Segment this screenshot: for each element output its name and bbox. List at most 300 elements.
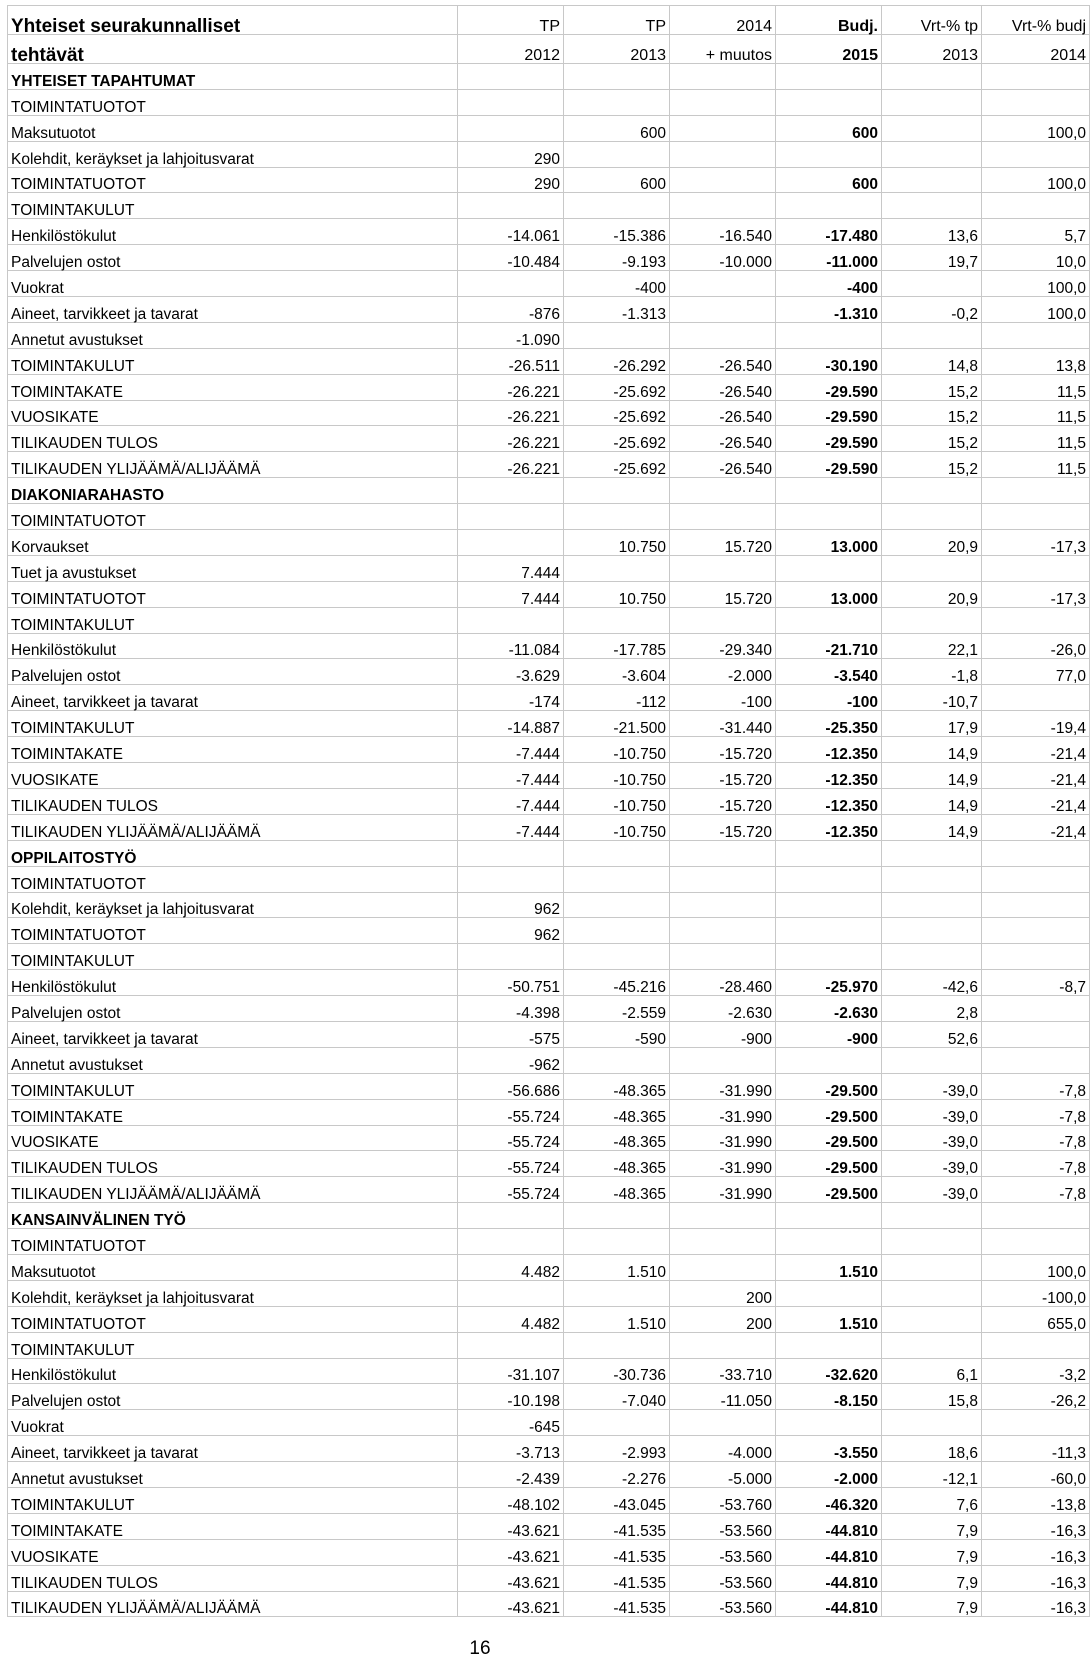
cell-value: -44.810 — [776, 1513, 882, 1539]
cell-value: -10.750 — [564, 814, 670, 840]
row-label: Palvelujen ostot — [8, 659, 458, 685]
cell-value: -16,3 — [982, 1591, 1090, 1617]
cell-value: 200 — [670, 1280, 776, 1306]
cell-value — [776, 1203, 882, 1229]
cell-value — [670, 141, 776, 167]
cell-value — [670, 1332, 776, 1358]
cell-value: -43.621 — [458, 1513, 564, 1539]
cell-value — [882, 1332, 982, 1358]
row-label: Palvelujen ostot — [8, 996, 458, 1022]
column-header: TP — [564, 6, 670, 35]
column-header: Budj. — [776, 6, 882, 35]
row-label: TILIKAUDEN TULOS — [8, 1151, 458, 1177]
cell-value: -26.540 — [670, 348, 776, 374]
cell-value: -39,0 — [882, 1177, 982, 1203]
cell-value: -29.590 — [776, 452, 882, 478]
cell-value — [670, 89, 776, 115]
row-label: TOIMINTAKULUT — [8, 1332, 458, 1358]
cell-value: -3.550 — [776, 1436, 882, 1462]
cell-value: 1.510 — [564, 1306, 670, 1332]
cell-value: -29.340 — [670, 633, 776, 659]
table-row — [8, 1513, 1090, 1539]
cell-value — [670, 115, 776, 141]
column-header: 2015 — [776, 35, 882, 64]
row-label: Kolehdit, keräykset ja lahjoitusvarat — [8, 892, 458, 918]
cell-value: 100,0 — [982, 167, 1090, 193]
table-row — [8, 814, 1090, 840]
cell-value — [670, 271, 776, 297]
cell-value: -16,3 — [982, 1513, 1090, 1539]
cell-value: 19,7 — [882, 245, 982, 271]
cell-value: 962 — [458, 918, 564, 944]
section-title: KANSAINVÄLINEN TYÖ — [8, 1203, 458, 1229]
table-row — [8, 970, 1090, 996]
cell-value: -10.484 — [458, 245, 564, 271]
cell-value — [776, 1410, 882, 1436]
cell-value: -25.350 — [776, 711, 882, 737]
cell-value — [982, 918, 1090, 944]
cell-value: 290 — [458, 141, 564, 167]
page-number: 16 — [469, 1638, 491, 1659]
cell-value: -400 — [564, 271, 670, 297]
cell-value: -12.350 — [776, 737, 882, 763]
cell-value: -575 — [458, 1021, 564, 1047]
cell-value — [882, 1306, 982, 1332]
cell-value: 7,9 — [882, 1565, 982, 1591]
cell-value — [458, 1280, 564, 1306]
cell-value: -16,3 — [982, 1565, 1090, 1591]
cell-value: -10,7 — [882, 685, 982, 711]
row-label: Henkilöstökulut — [8, 1358, 458, 1384]
row-label: TILIKAUDEN YLIJÄÄMÄ/ALIJÄÄMÄ — [8, 452, 458, 478]
cell-value: -10.750 — [564, 788, 670, 814]
cell-value — [776, 478, 882, 504]
cell-value: -29.590 — [776, 426, 882, 452]
cell-value — [882, 271, 982, 297]
cell-value: 20,9 — [882, 581, 982, 607]
cell-value — [982, 944, 1090, 970]
row-label: Aineet, tarvikkeet ja tavarat — [8, 1021, 458, 1047]
row-label: TOIMINTAKULUT — [8, 1487, 458, 1513]
cell-value — [882, 64, 982, 90]
table-row — [8, 633, 1090, 659]
cell-value: -26.540 — [670, 400, 776, 426]
row-label: VUOSIKATE — [8, 1125, 458, 1151]
cell-value: 2,8 — [882, 996, 982, 1022]
table-row — [8, 737, 1090, 763]
cell-value: 14,8 — [882, 348, 982, 374]
row-label: TOIMINTAKULUT — [8, 944, 458, 970]
cell-value: -21,4 — [982, 763, 1090, 789]
cell-value: -7,8 — [982, 1099, 1090, 1125]
cell-value: -48.365 — [564, 1099, 670, 1125]
cell-value: -26.221 — [458, 374, 564, 400]
cell-value — [670, 840, 776, 866]
cell-value: -26,2 — [982, 1384, 1090, 1410]
cell-value — [670, 555, 776, 581]
cell-value — [882, 918, 982, 944]
cell-value — [458, 1203, 564, 1229]
table-row — [8, 167, 1090, 193]
cell-value — [564, 892, 670, 918]
cell-value: 11,5 — [982, 374, 1090, 400]
cell-value: -13,8 — [982, 1487, 1090, 1513]
cell-value — [776, 141, 882, 167]
cell-value — [564, 478, 670, 504]
cell-value — [882, 1047, 982, 1073]
table-row — [8, 297, 1090, 323]
cell-value: -876 — [458, 297, 564, 323]
cell-value — [776, 944, 882, 970]
table-row — [8, 426, 1090, 452]
budget-table — [7, 5, 1090, 1617]
row-label: TOIMINTAKULUT — [8, 1073, 458, 1099]
cell-value: 15.720 — [670, 530, 776, 556]
row-label: TOIMINTAKATE — [8, 374, 458, 400]
cell-value — [776, 504, 882, 530]
table-row — [8, 918, 1090, 944]
cell-value — [564, 141, 670, 167]
cell-value: 4.482 — [458, 1306, 564, 1332]
cell-value: -3.540 — [776, 659, 882, 685]
table-row — [8, 711, 1090, 737]
cell-value — [458, 944, 564, 970]
cell-value — [982, 1332, 1090, 1358]
table-row — [8, 1229, 1090, 1255]
cell-value: -30.190 — [776, 348, 882, 374]
cell-value — [776, 866, 882, 892]
cell-value: -31.990 — [670, 1177, 776, 1203]
cell-value — [982, 504, 1090, 530]
cell-value — [564, 1203, 670, 1229]
cell-value: 15,2 — [882, 400, 982, 426]
row-label: Palvelujen ostot — [8, 245, 458, 271]
cell-value: -39,0 — [882, 1099, 982, 1125]
row-label: Aineet, tarvikkeet ja tavarat — [8, 297, 458, 323]
cell-value: -7,8 — [982, 1125, 1090, 1151]
cell-value: -43.045 — [564, 1487, 670, 1513]
row-label: TOIMINTAKATE — [8, 1513, 458, 1539]
cell-value: -31.440 — [670, 711, 776, 737]
cell-value: -16,3 — [982, 1539, 1090, 1565]
cell-value: -21,4 — [982, 737, 1090, 763]
cell-value: -39,0 — [882, 1151, 982, 1177]
cell-value — [670, 64, 776, 90]
cell-value: -15.720 — [670, 788, 776, 814]
cell-value: -26.540 — [670, 374, 776, 400]
cell-value: -41.535 — [564, 1565, 670, 1591]
row-label: TOIMINTATUOTOT — [8, 918, 458, 944]
table-row — [8, 1306, 1090, 1332]
cell-value — [564, 64, 670, 90]
cell-value: -12,1 — [882, 1462, 982, 1488]
row-label: VUOSIKATE — [8, 1539, 458, 1565]
cell-value: 100,0 — [982, 271, 1090, 297]
row-label: VUOSIKATE — [8, 400, 458, 426]
cell-value — [982, 1021, 1090, 1047]
cell-value: 22,1 — [882, 633, 982, 659]
cell-value — [458, 115, 564, 141]
cell-value — [882, 322, 982, 348]
cell-value: -11.000 — [776, 245, 882, 271]
cell-value: -29.500 — [776, 1177, 882, 1203]
cell-value: -60,0 — [982, 1462, 1090, 1488]
cell-value — [982, 892, 1090, 918]
cell-value: -7,8 — [982, 1151, 1090, 1177]
cell-value: -100,0 — [982, 1280, 1090, 1306]
cell-value: -26.511 — [458, 348, 564, 374]
cell-value — [564, 1410, 670, 1436]
section-header-row — [8, 478, 1090, 504]
cell-value: -46.320 — [776, 1487, 882, 1513]
cell-value — [882, 1203, 982, 1229]
cell-value: -29.500 — [776, 1073, 882, 1099]
cell-value: -962 — [458, 1047, 564, 1073]
cell-value: -26.221 — [458, 452, 564, 478]
cell-value — [670, 297, 776, 323]
cell-value: -43.621 — [458, 1591, 564, 1617]
cell-value: -400 — [776, 271, 882, 297]
cell-value: -2.000 — [670, 659, 776, 685]
cell-value — [882, 89, 982, 115]
cell-value: -100 — [670, 685, 776, 711]
cell-value: -15.720 — [670, 814, 776, 840]
cell-value: -25.692 — [564, 426, 670, 452]
cell-value — [670, 322, 776, 348]
cell-value: -53.560 — [670, 1539, 776, 1565]
cell-value: -2.630 — [776, 996, 882, 1022]
cell-value: -25.970 — [776, 970, 882, 996]
cell-value: -44.810 — [776, 1565, 882, 1591]
cell-value: -55.724 — [458, 1151, 564, 1177]
cell-value — [776, 555, 882, 581]
cell-value — [458, 530, 564, 556]
cell-value — [982, 685, 1090, 711]
cell-value: -31.990 — [670, 1151, 776, 1177]
cell-value — [458, 193, 564, 219]
row-label: TOIMINTATUOTOT — [8, 167, 458, 193]
cell-value: -30.736 — [564, 1358, 670, 1384]
cell-value: -53.560 — [670, 1591, 776, 1617]
header-row-1 — [8, 6, 1090, 35]
cell-value: 600 — [564, 115, 670, 141]
row-label: Kolehdit, keräykset ja lahjoitusvarat — [8, 1280, 458, 1306]
table-row — [8, 504, 1090, 530]
cell-value — [670, 607, 776, 633]
cell-value: -2.439 — [458, 1462, 564, 1488]
cell-value: 600 — [776, 115, 882, 141]
cell-value — [982, 322, 1090, 348]
row-label: Aineet, tarvikkeet ja tavarat — [8, 685, 458, 711]
row-label: TOIMINTAKULUT — [8, 607, 458, 633]
table-row — [8, 1099, 1090, 1125]
cell-value: -645 — [458, 1410, 564, 1436]
cell-value: 655,0 — [982, 1306, 1090, 1332]
cell-value: -25.692 — [564, 400, 670, 426]
cell-value: -11.084 — [458, 633, 564, 659]
table-row — [8, 996, 1090, 1022]
row-label: TOIMINTATUOTOT — [8, 1306, 458, 1332]
section-header-row — [8, 840, 1090, 866]
cell-value: 290 — [458, 167, 564, 193]
cell-value: 14,9 — [882, 788, 982, 814]
cell-value — [882, 1280, 982, 1306]
table-row — [8, 1332, 1090, 1358]
table-row — [8, 1591, 1090, 1617]
row-label: TOIMINTAKATE — [8, 737, 458, 763]
cell-value: 52,6 — [882, 1021, 982, 1047]
cell-value — [776, 322, 882, 348]
cell-value — [776, 1332, 882, 1358]
cell-value: 1.510 — [776, 1254, 882, 1280]
cell-value: -7.444 — [458, 763, 564, 789]
cell-value: -48.365 — [564, 1151, 670, 1177]
table-row — [8, 1021, 1090, 1047]
cell-value: -15.720 — [670, 737, 776, 763]
cell-value — [670, 193, 776, 219]
table-row — [8, 581, 1090, 607]
cell-value: -14.887 — [458, 711, 564, 737]
cell-value — [982, 89, 1090, 115]
cell-value — [776, 1280, 882, 1306]
cell-value — [982, 866, 1090, 892]
cell-value — [670, 1229, 776, 1255]
cell-value — [670, 1047, 776, 1073]
column-header: 2013 — [882, 35, 982, 64]
cell-value: -174 — [458, 685, 564, 711]
cell-value — [564, 607, 670, 633]
cell-value: -21.710 — [776, 633, 882, 659]
cell-value: -31.990 — [670, 1073, 776, 1099]
cell-value — [776, 1229, 882, 1255]
header-row-2 — [8, 35, 1090, 64]
cell-value — [564, 866, 670, 892]
cell-value — [882, 1410, 982, 1436]
row-label: TOIMINTATUOTOT — [8, 866, 458, 892]
cell-value: -17.480 — [776, 219, 882, 245]
table-row — [8, 763, 1090, 789]
cell-value — [458, 64, 564, 90]
table-row — [8, 555, 1090, 581]
row-label: TOIMINTAKULUT — [8, 711, 458, 737]
cell-value: 7.444 — [458, 581, 564, 607]
cell-value: -10.750 — [564, 763, 670, 789]
cell-value: -53.560 — [670, 1513, 776, 1539]
cell-value: -1.090 — [458, 322, 564, 348]
cell-value: 7,9 — [882, 1591, 982, 1617]
cell-value: -21,4 — [982, 788, 1090, 814]
cell-value — [458, 504, 564, 530]
cell-value: -7.444 — [458, 814, 564, 840]
table-row — [8, 1358, 1090, 1384]
cell-value: -50.751 — [458, 970, 564, 996]
cell-value: 100,0 — [982, 115, 1090, 141]
cell-value — [564, 944, 670, 970]
cell-value: -42,6 — [882, 970, 982, 996]
cell-value — [776, 1047, 882, 1073]
cell-value: 77,0 — [982, 659, 1090, 685]
table-row — [8, 866, 1090, 892]
section-header-row — [8, 64, 1090, 90]
section-title: OPPILAITOSTYÖ — [8, 840, 458, 866]
cell-value: -8.150 — [776, 1384, 882, 1410]
cell-value: -7.444 — [458, 737, 564, 763]
cell-value — [982, 64, 1090, 90]
row-label: Kolehdit, keräykset ja lahjoitusvarat — [8, 141, 458, 167]
cell-value — [564, 555, 670, 581]
table-row — [8, 1073, 1090, 1099]
cell-value: -3.713 — [458, 1436, 564, 1462]
cell-value: 200 — [670, 1306, 776, 1332]
cell-value: -53.560 — [670, 1565, 776, 1591]
cell-value: -7.040 — [564, 1384, 670, 1410]
cell-value — [564, 193, 670, 219]
cell-value: 13,6 — [882, 219, 982, 245]
row-label: TILIKAUDEN TULOS — [8, 788, 458, 814]
cell-value: -55.724 — [458, 1177, 564, 1203]
cell-value — [670, 918, 776, 944]
cell-value: -39,0 — [882, 1125, 982, 1151]
row-label: TOIMINTATUOTOT — [8, 581, 458, 607]
cell-value — [882, 892, 982, 918]
cell-value: 11,5 — [982, 452, 1090, 478]
table-row — [8, 659, 1090, 685]
table-row — [8, 193, 1090, 219]
cell-value: -41.535 — [564, 1591, 670, 1617]
cell-value — [670, 866, 776, 892]
row-label: Maksutuotot — [8, 1254, 458, 1280]
cell-value — [776, 64, 882, 90]
row-label: TILIKAUDEN YLIJÄÄMÄ/ALIJÄÄMÄ — [8, 1591, 458, 1617]
cell-value — [670, 504, 776, 530]
cell-value: 14,9 — [882, 814, 982, 840]
cell-value — [982, 1203, 1090, 1229]
row-label: Annetut avustukset — [8, 1462, 458, 1488]
table-row — [8, 1410, 1090, 1436]
cell-value — [776, 193, 882, 219]
cell-value: -3.629 — [458, 659, 564, 685]
cell-value: -32.620 — [776, 1358, 882, 1384]
table-body — [8, 64, 1090, 1617]
cell-value — [670, 892, 776, 918]
cell-value: -3,2 — [982, 1358, 1090, 1384]
cell-value: 1.510 — [564, 1254, 670, 1280]
cell-value: -48.365 — [564, 1125, 670, 1151]
table-row — [8, 892, 1090, 918]
row-label: VUOSIKATE — [8, 763, 458, 789]
row-label: TOIMINTAKATE — [8, 1099, 458, 1125]
cell-value — [776, 840, 882, 866]
cell-value: 600 — [776, 167, 882, 193]
cell-value: -43.621 — [458, 1565, 564, 1591]
cell-value — [882, 141, 982, 167]
cell-value: -12.350 — [776, 814, 882, 840]
cell-value: -29.590 — [776, 374, 882, 400]
cell-value — [458, 840, 564, 866]
cell-value: 600 — [564, 167, 670, 193]
cell-value: -3.604 — [564, 659, 670, 685]
section-header-row — [8, 1203, 1090, 1229]
cell-value: -1,8 — [882, 659, 982, 685]
cell-value: -1.313 — [564, 297, 670, 323]
table-row — [8, 1565, 1090, 1591]
cell-value: -39,0 — [882, 1073, 982, 1099]
cell-value — [882, 866, 982, 892]
cell-value: -11.050 — [670, 1384, 776, 1410]
table-row — [8, 1436, 1090, 1462]
table-row — [8, 219, 1090, 245]
cell-value: -2.000 — [776, 1462, 882, 1488]
